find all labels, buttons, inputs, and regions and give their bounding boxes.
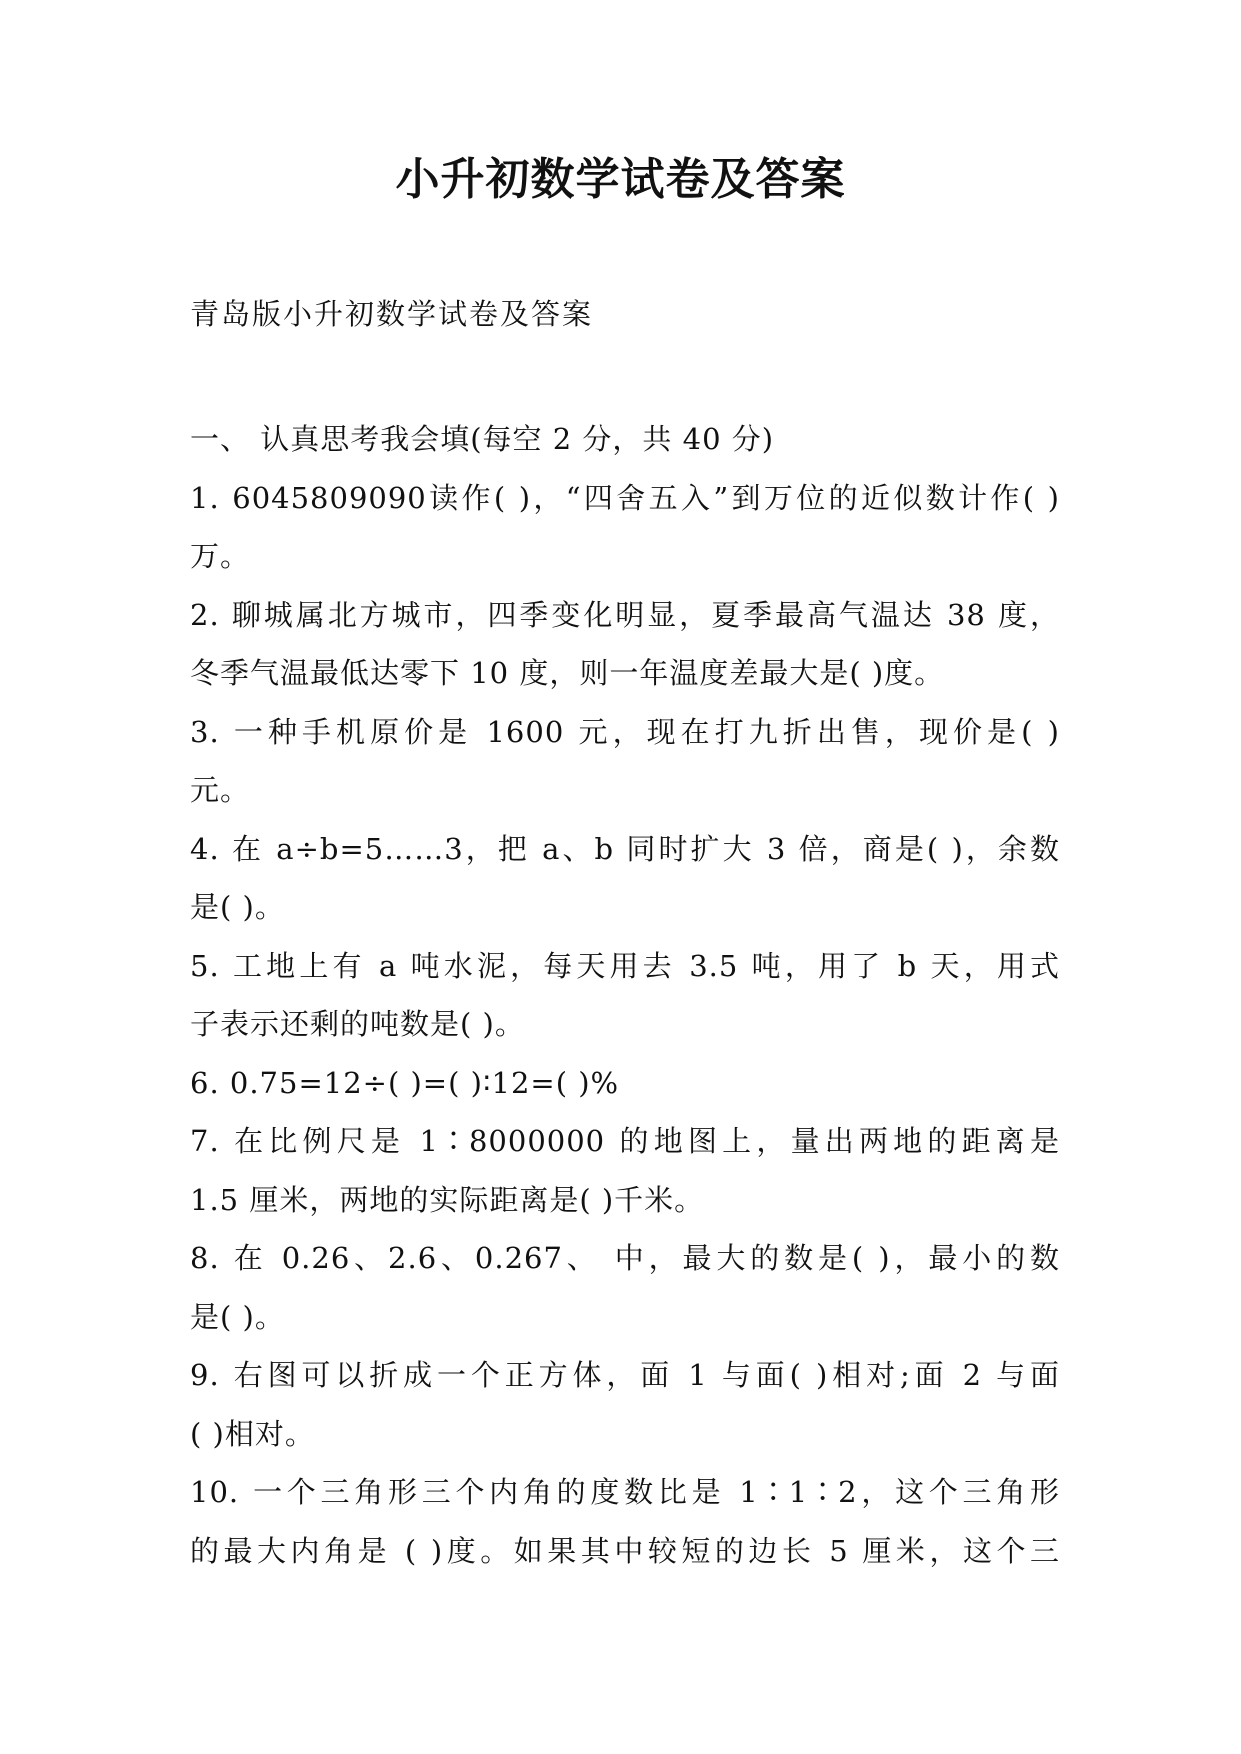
text-line: 5. 工地上有 a 吨水泥，每天用去 3.5 吨，用了 b 天，用式 xyxy=(190,948,1060,983)
text-line: 万。 xyxy=(190,539,251,573)
document-title: 小升初数学试卷及答案 xyxy=(395,154,846,205)
text-line: 的最大内角是 ( )度。如果其中较短的边长 5 厘米，这个三 xyxy=(190,1533,1060,1568)
text-line: 1. 6045809090读作( )，“四舍五入”到万位的近似数计作( ) xyxy=(190,480,1060,515)
text-line: 7. 在比例尺是 1∶8000000 的地图上，量出两地的距离是 xyxy=(190,1124,1060,1158)
document-body xyxy=(190,410,1060,1580)
text-line: 是( )。 xyxy=(190,890,285,924)
text-line: 是( )。 xyxy=(190,1299,285,1334)
document-subtitle: 青岛版小升初数学试卷及答案 xyxy=(190,297,594,331)
text-line: 10. 一个三角形三个内角的度数比是 1∶1∶2，这个三角形 xyxy=(190,1475,1060,1509)
text-line: 3. 一种手机原价是 1600 元，现在打九折出售，现价是( ) xyxy=(190,714,1060,749)
text-line: 6. 0.75=12÷( )=( )∶12=( )% xyxy=(190,1065,620,1100)
text-line: 元。 xyxy=(190,773,251,807)
text-line: 9. 右图可以折成一个正方体，面 1 与面( )相对;面 2 与面 xyxy=(190,1358,1060,1392)
text-line: 一、 认真思考我会填(每空 2 分，共 40 分) xyxy=(190,422,775,456)
text-line: 4. 在 a÷b=5……3，把 a、b 同时扩大 3 倍，商是( )，余数 xyxy=(190,831,1060,866)
text-line: 1.5 厘米，两地的实际距离是( )千米。 xyxy=(190,1182,705,1217)
text-line: ( )相对。 xyxy=(190,1416,315,1451)
text-line: 冬季气温最低达零下 10 度，则一年温度差最大是( )度。 xyxy=(190,656,945,690)
text-line: 8. 在 0.26、2.6、0.267、 中，最大的数是( )，最小的数 xyxy=(190,1241,1060,1275)
text-line: 2. 聊城属北方城市，四季变化明显，夏季最高气温达 38 度， xyxy=(190,597,1060,632)
text-line: 子表示还剩的吨数是( )。 xyxy=(190,1007,525,1041)
